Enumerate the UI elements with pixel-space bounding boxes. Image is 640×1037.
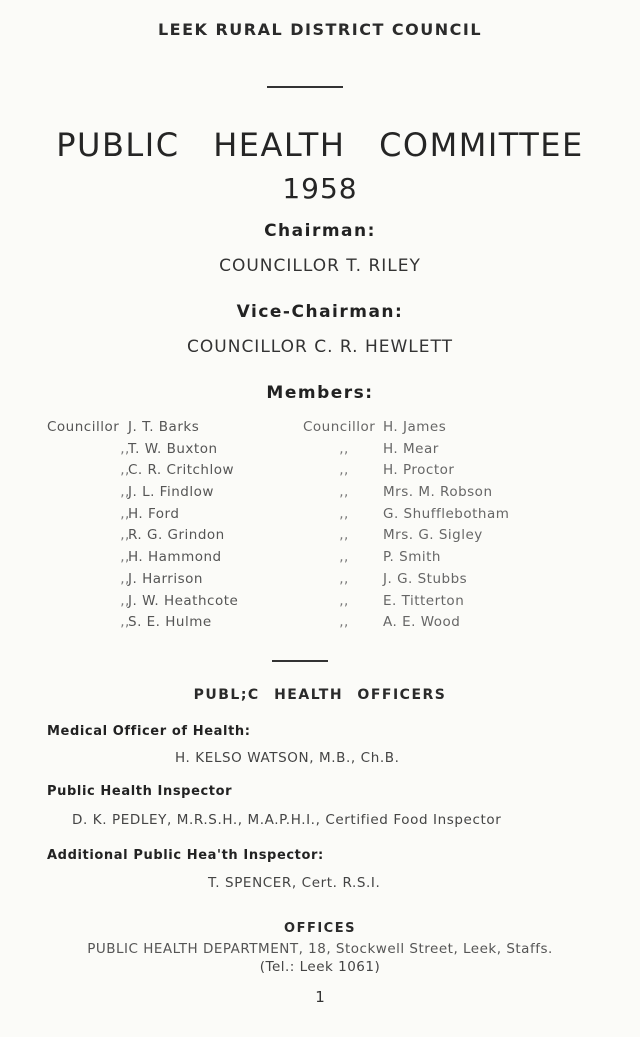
chairman-name: COUNCILLOR T. RILEY (219, 256, 421, 276)
member-name: E. Titterton (383, 592, 465, 609)
member-name: A. E. Wood (383, 614, 461, 631)
member-row (47, 547, 297, 569)
member-name: G. Shufflebotham (383, 505, 510, 522)
ditto-mark: ,, (339, 484, 349, 501)
member-row (47, 460, 297, 482)
page-number: 1 (315, 988, 325, 1006)
member-row (303, 547, 603, 569)
divider-top (267, 86, 343, 88)
offices-telephone: (Tel.: Leek 1061) (259, 959, 381, 975)
member-row (303, 482, 603, 504)
ditto-mark: ,, (339, 440, 349, 457)
member-name: R. G. Grindon (128, 527, 225, 544)
member-name: S. E. Hulme (128, 614, 212, 631)
member-name: Mrs. M. Robson (383, 484, 493, 501)
vice-chairman-name: COUNCILLOR C. R. HEWLETT (187, 337, 453, 357)
offices-address: PUBLIC HEALTH DEPARTMENT, 18, Stockwell Street, Leek, Staffs. (87, 941, 553, 957)
member-name: T. W. Buxton (128, 440, 218, 457)
chairman-label: Chairman: (264, 221, 376, 241)
member-row (47, 417, 297, 439)
page-year: 1958 (282, 172, 358, 205)
ditto-mark: ,, (120, 505, 130, 522)
member-name: C. R. Critchlow (128, 462, 235, 479)
ditto-mark: ,, (339, 527, 349, 544)
council-name: LEEK RURAL DISTRICT COUNCIL (157, 20, 483, 39)
member-row (47, 525, 297, 547)
ditto-mark: ,, (120, 570, 130, 587)
member-row (303, 439, 603, 461)
health-inspector-name: D. K. PEDLEY, M.R.S.H., M.A.P.H.I., Certified Food Inspector (72, 812, 502, 828)
member-name: J. G. Stubbs (383, 570, 468, 587)
member-row (303, 417, 603, 439)
health-inspector-label: Public Health Inspector (47, 784, 233, 799)
member-row (47, 504, 297, 526)
member-name: H. Ford (128, 505, 180, 522)
offices-label: OFFICES (284, 921, 356, 936)
member-row (303, 504, 603, 526)
member-prefix: Councillor (303, 419, 376, 435)
member-prefix: Councillor (47, 419, 120, 435)
medical-officer-label: Medical Officer of Health: (47, 724, 251, 739)
member-name: J. Harrison (128, 570, 203, 587)
members-left-column (47, 417, 297, 634)
member-name: H. Proctor (383, 462, 455, 479)
member-row (303, 460, 603, 482)
ditto-mark: ,, (339, 570, 349, 587)
member-row (303, 612, 603, 634)
medical-officer-name: H. KELSO WATSON, M.B., Ch.B. (175, 750, 400, 766)
ditto-mark: ,, (339, 505, 349, 522)
member-name: H. Hammond (128, 549, 222, 566)
member-name: Mrs. G. Sigley (383, 527, 483, 544)
member-name: J. L. Findlow (128, 484, 214, 501)
member-name: J. T. Barks (128, 419, 200, 435)
ditto-mark: ,, (339, 614, 349, 631)
member-name: H. James (383, 419, 447, 435)
member-row (47, 591, 297, 613)
ditto-mark: ,, (120, 549, 130, 566)
member-row (303, 525, 603, 547)
officers-heading: PUBL;C HEALTH OFFICERS (193, 687, 447, 703)
vice-chairman-label: Vice-Chairman: (236, 302, 404, 322)
ditto-mark: ,, (120, 527, 130, 544)
ditto-mark: ,, (120, 484, 130, 501)
additional-inspector-label: Additional Public Hea'th Inspector: (47, 848, 324, 863)
member-row (47, 612, 297, 634)
member-row (303, 591, 603, 613)
ditto-mark: ,, (339, 549, 349, 566)
member-row (47, 482, 297, 504)
divider-middle (272, 660, 328, 662)
ditto-mark: ,, (120, 440, 130, 457)
page-title: PUBLIC HEALTH COMMITTEE (56, 126, 584, 164)
member-name: P. Smith (383, 549, 441, 566)
member-name: H. Mear (383, 440, 439, 457)
additional-inspector-name: T. SPENCER, Cert. R.S.I. (208, 875, 381, 891)
ditto-mark: ,, (120, 462, 130, 479)
ditto-mark: ,, (339, 592, 349, 609)
member-row (303, 569, 603, 591)
ditto-mark: ,, (339, 462, 349, 479)
members-label: Members: (266, 383, 374, 403)
ditto-mark: ,, (120, 592, 130, 609)
members-right-column (303, 417, 603, 634)
member-row (47, 439, 297, 461)
member-row (47, 569, 297, 591)
ditto-mark: ,, (120, 614, 130, 631)
member-name: J. W. Heathcote (128, 592, 239, 609)
